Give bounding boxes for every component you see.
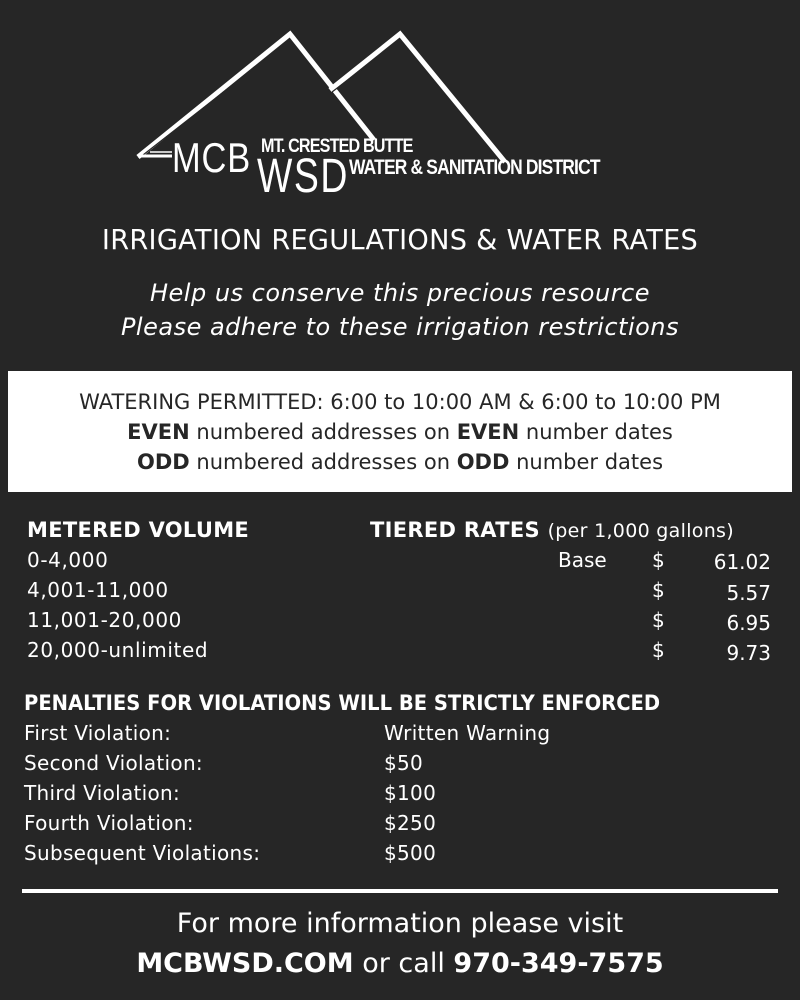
odd-label: ODD bbox=[136, 450, 190, 474]
logo-abbr-mcb: MCB bbox=[172, 134, 252, 181]
violation-label: First Violation: bbox=[24, 721, 172, 745]
violation-label: Subsequent Violations: bbox=[24, 841, 261, 865]
even-address-rule bbox=[8, 417, 792, 447]
even-label-2: EVEN bbox=[456, 420, 520, 444]
watering-permitted-hours: WATERING PERMITTED: 6:00 to 10:00 AM & 6:00 to 10:00 PM bbox=[79, 390, 721, 414]
rate-value: 6.95 bbox=[726, 611, 771, 635]
watering-rules-box bbox=[8, 371, 792, 492]
currency-symbol: $ bbox=[652, 608, 665, 632]
volume-range: 4,001-11,000 bbox=[27, 578, 169, 602]
currency-symbol: $ bbox=[652, 548, 665, 572]
penalty-value: $50 bbox=[384, 751, 424, 775]
even-rule-text-1: numbered addresses on bbox=[189, 420, 457, 444]
section-divider bbox=[22, 889, 778, 893]
footer-connector-text: or call bbox=[353, 948, 454, 979]
currency-symbol: $ bbox=[652, 578, 665, 602]
subtitle-line-2: Please adhere to these irrigation restrictions bbox=[120, 313, 680, 341]
footer-info-line: For more information please visit bbox=[176, 908, 624, 939]
even-rule-text-2: number dates bbox=[519, 420, 673, 444]
penalties-header: PENALTIES FOR VIOLATIONS WILL BE STRICTLY ENFORCED bbox=[24, 691, 661, 715]
penalty-value: $250 bbox=[384, 811, 437, 835]
district-logo bbox=[0, 0, 800, 210]
volume-range: 20,000-unlimited bbox=[27, 638, 209, 662]
volume-range: 11,001-20,000 bbox=[27, 608, 182, 632]
logo-abbr-wsd: WSD bbox=[257, 150, 350, 203]
violation-label: Fourth Violation: bbox=[24, 811, 194, 835]
logo-name-line2: WATER & SANITATION DISTRICT bbox=[349, 156, 600, 179]
metered-volume-header: METERED VOLUME bbox=[27, 518, 250, 542]
website-link[interactable]: MCBWSD.COM bbox=[136, 948, 354, 979]
odd-label-2: ODD bbox=[456, 450, 510, 474]
violation-label: Second Violation: bbox=[24, 751, 203, 775]
subtitle-line-1: Help us conserve this precious resource bbox=[149, 279, 651, 307]
rate-tier-label: Base bbox=[558, 548, 607, 572]
logo-name-line1: MT. CRESTED BUTTE bbox=[261, 136, 413, 157]
odd-rule-text-1: numbered addresses on bbox=[189, 450, 457, 474]
penalty-value: $500 bbox=[384, 841, 437, 865]
penalty-value: $100 bbox=[384, 781, 437, 805]
phone-number[interactable]: 970-349-7575 bbox=[453, 948, 664, 979]
footer-contact-line bbox=[0, 946, 800, 982]
penalty-value: Written Warning bbox=[384, 721, 551, 745]
odd-address-rule bbox=[8, 447, 792, 477]
rate-value: 5.57 bbox=[726, 581, 771, 605]
violation-label: Third Violation: bbox=[24, 781, 181, 805]
rate-value: 9.73 bbox=[726, 641, 771, 665]
rate-value: 61.02 bbox=[713, 550, 771, 574]
volume-range: 0-4,000 bbox=[27, 548, 109, 572]
currency-symbol: $ bbox=[652, 638, 665, 662]
tiered-rates-header bbox=[370, 515, 734, 546]
even-label: EVEN bbox=[127, 420, 190, 444]
page-title: IRRIGATION REGULATIONS & WATER RATES bbox=[101, 223, 699, 256]
tiered-rates-title: TIERED RATES bbox=[370, 518, 540, 542]
odd-rule-text-2: number dates bbox=[509, 450, 664, 474]
tiered-rates-note: (per 1,000 gallons) bbox=[547, 520, 734, 542]
